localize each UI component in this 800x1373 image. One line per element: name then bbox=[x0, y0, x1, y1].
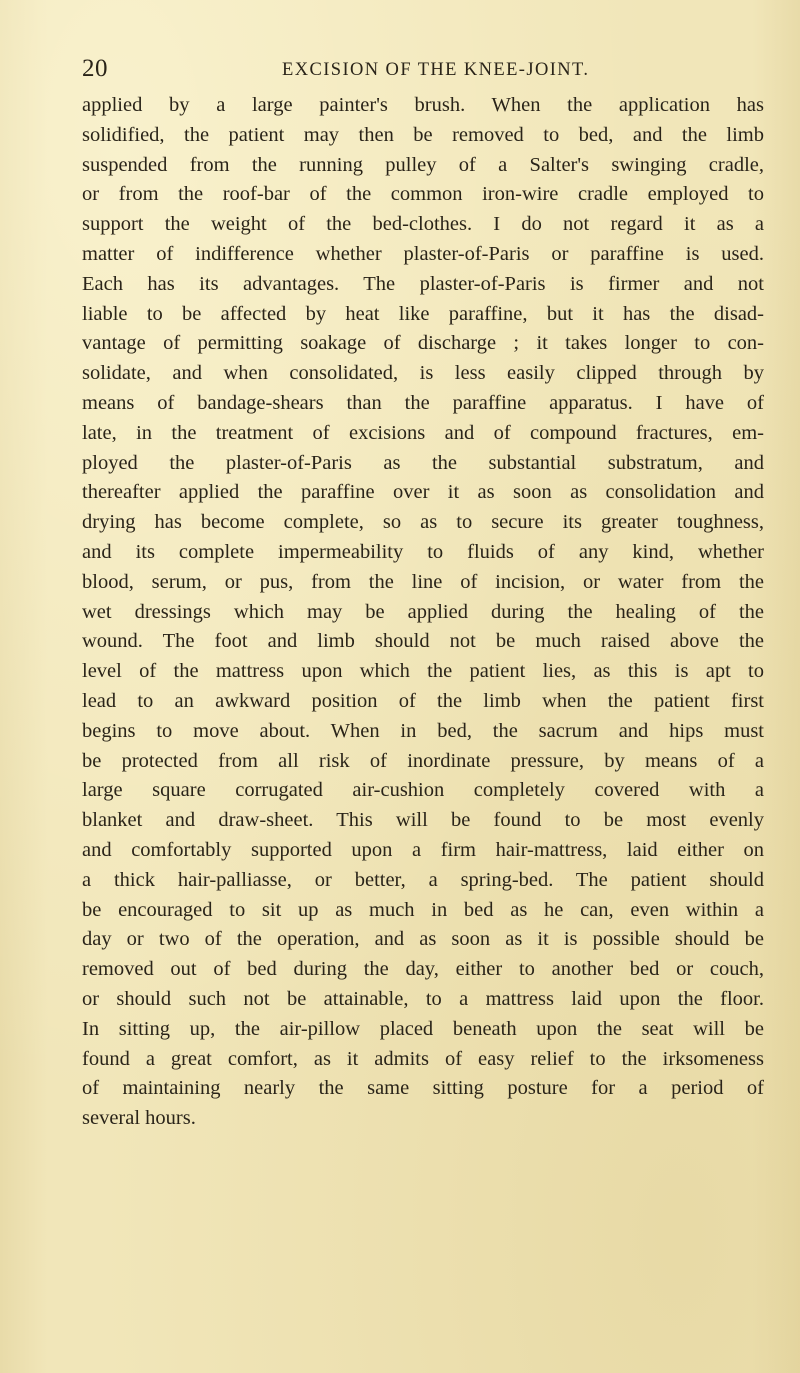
text-line: lead to an awkward position of the limb when the patient first bbox=[82, 689, 764, 712]
text-line: ployed the plaster-of-Paris as the substantial substratum, and bbox=[82, 451, 764, 474]
text-line: blanket and draw-sheet. This will be found to be most evenly bbox=[82, 809, 764, 832]
text-line: of maintaining nearly the same sitting posture for a period of bbox=[82, 1077, 764, 1100]
text-line: means of bandage-shears than the paraffine apparatus. I have of bbox=[82, 391, 764, 414]
text-line: and its complete impermeability to fluids of any kind, whether bbox=[82, 540, 764, 563]
text-line: wound. The foot and limb should not be much raised above the bbox=[82, 630, 764, 653]
text-line: large square corrugated air-cushion completely covered with a bbox=[82, 779, 764, 802]
text-line: be encouraged to sit up as much in bed as he can, even within a bbox=[82, 898, 764, 921]
running-title: EXCISION OF THE KNEE-JOINT. bbox=[282, 60, 590, 80]
text-line: solidified, the patient may then be removed to bed, and the limb bbox=[82, 123, 764, 146]
text-line: support the weight of the bed-clothes. I do not regard it as a bbox=[82, 213, 764, 236]
text-line: Each has its advantages. The plaster-of-Paris is firmer and not bbox=[82, 272, 764, 295]
text-line: a thick hair-palliasse, or better, a spring-bed. The patient should bbox=[82, 868, 764, 891]
text-line: several hours. bbox=[82, 1107, 196, 1130]
text-line: applied by a large painter's brush. When the application has bbox=[82, 94, 764, 116]
text-line: solidate, and when consolidated, is less easily clipped through by bbox=[82, 362, 764, 385]
text-line: or should such not be attainable, to a mattress laid upon the floor. bbox=[82, 987, 764, 1010]
page-number: 20 bbox=[82, 55, 108, 82]
text-line: drying has become complete, so as to secure its greater toughness, bbox=[82, 511, 764, 534]
text-line: found a great comfort, as it admits of easy relief to the irksomeness bbox=[82, 1047, 764, 1070]
body-paragraph bbox=[82, 91, 764, 1134]
text-line: be protected from all risk of inordinate pressure, by means of a bbox=[82, 749, 764, 772]
page-header bbox=[82, 55, 764, 89]
text-line: In sitting up, the air-pillow placed beneath upon the seat will be bbox=[82, 1017, 764, 1040]
text-line: and comfortably supported upon a firm hair-mattress, laid either on bbox=[82, 838, 764, 861]
text-line: blood, serum, or pus, from the line of incision, or water from the bbox=[82, 570, 764, 593]
text-line: or from the roof-bar of the common iron-wire cradle employed to bbox=[82, 183, 764, 206]
text-line: matter of indifference whether plaster-of-Paris or paraffine is used. bbox=[82, 242, 764, 265]
text-line: wet dressings which may be applied during the healing of the bbox=[82, 600, 764, 623]
text-line: thereafter applied the paraffine over it as soon as consolidation and bbox=[82, 481, 764, 504]
text-line: begins to move about. When in bed, the sacrum and hips must bbox=[82, 719, 764, 742]
text-line: level of the mattress upon which the patient lies, as this is apt to bbox=[82, 660, 764, 683]
text-line: suspended from the running pulley of a Salter's swinging cradle, bbox=[82, 153, 764, 176]
text-line: vantage of permitting soakage of discharge ; it takes longer to con- bbox=[82, 332, 764, 355]
text-line: late, in the treatment of excisions and of compound fractures, em- bbox=[82, 421, 764, 444]
text-line: day or two of the operation, and as soon as it is possible should be bbox=[82, 928, 764, 951]
text-line: liable to be affected by heat like paraffine, but it has the disad- bbox=[82, 302, 764, 325]
text-line: removed out of bed during the day, either to another bed or couch, bbox=[82, 958, 764, 981]
